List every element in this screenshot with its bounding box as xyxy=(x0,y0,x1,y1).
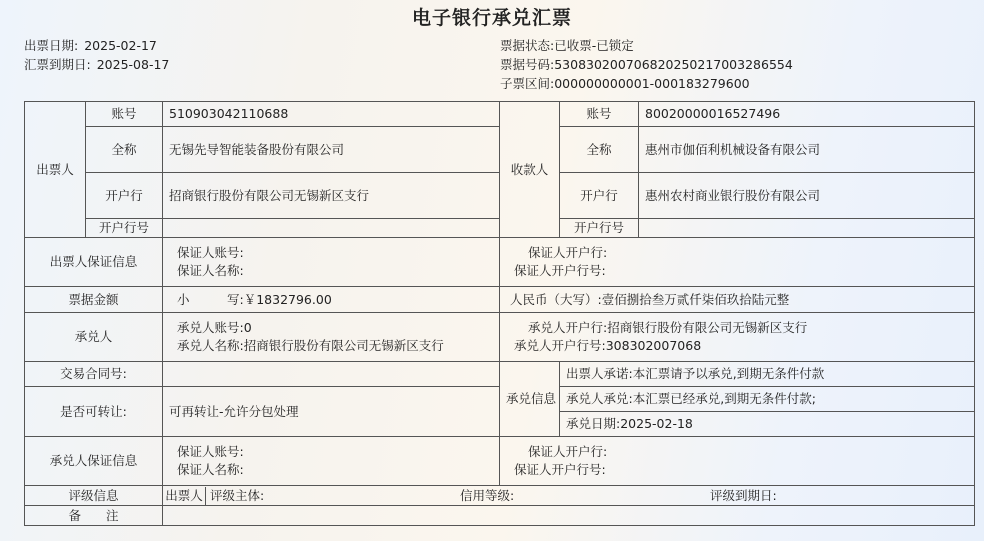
accept-date-cell xyxy=(560,412,975,437)
acceptor-promise-cell xyxy=(560,387,975,412)
acceptor-guarantee-label: 承兑人保证信息 xyxy=(25,437,163,486)
amount-small-label: 小 写: xyxy=(177,291,244,307)
drawer-bank-no-label: 开户行号 xyxy=(86,219,163,238)
payee-bank-no-value xyxy=(639,219,975,238)
sub-range-label: 子票区间: xyxy=(500,76,555,91)
due-date-label: 汇票到期日: xyxy=(24,57,91,72)
amount-big-cell xyxy=(500,287,975,313)
amount-row xyxy=(25,287,975,313)
acceptor-bank-no-label: 承兑人开户行号: xyxy=(514,338,606,353)
status-label: 票据状态: xyxy=(500,38,555,53)
contract-row xyxy=(25,362,975,387)
header-right xyxy=(500,36,793,93)
acceptor-row xyxy=(25,313,975,362)
acceptor-guarantor-account-label: 保证人账号: xyxy=(177,444,244,459)
drawer-bank-value: 招商银行股份有限公司无锡新区支行 xyxy=(163,173,500,219)
acceptor-bank-label: 承兑人开户行: xyxy=(528,320,608,335)
contract-value xyxy=(163,362,500,387)
acceptor-guarantee-row xyxy=(25,437,975,486)
acceptor-guarantee-left xyxy=(163,437,500,486)
amount-small-value: ￥1832796.00 xyxy=(243,291,332,307)
acceptor-name-value: 招商银行股份有限公司无锡新区支行 xyxy=(243,338,444,353)
acceptor-bank-no-line xyxy=(514,337,968,355)
drawer-section-label: 出票人 xyxy=(25,102,86,238)
rating-label: 评级信息 xyxy=(25,486,163,506)
bill-no-row xyxy=(500,55,793,74)
accept-date-label: 承兑日期: xyxy=(566,416,621,431)
bill-no-value: 530830200706820250217003286554 xyxy=(554,57,793,72)
payee-account-value: 80020000016527496 xyxy=(639,102,975,127)
payee-name-label: 全称 xyxy=(560,127,639,173)
acceptor-account-line xyxy=(177,319,493,337)
acceptor-guarantor-bank-label: 保证人开户行: xyxy=(528,444,608,459)
due-date-row xyxy=(24,55,169,74)
drawer-promise-label: 出票人承诺: xyxy=(566,366,633,381)
drawer-guarantee-label: 出票人保证信息 xyxy=(25,238,163,287)
acceptor-bank-value: 招商银行股份有限公司无锡新区支行 xyxy=(607,320,808,335)
drawer-guarantor-account-label: 保证人账号: xyxy=(177,245,244,260)
payee-bank-value: 惠州农村商业银行股份有限公司 xyxy=(639,173,975,219)
acceptor-account-value: 0 xyxy=(243,320,252,335)
acceptor-promise-label: 承兑人承兑: xyxy=(566,391,633,406)
acceptor-label: 承兑人 xyxy=(25,313,163,362)
acceptor-bank-no-value: 308302007068 xyxy=(605,338,702,353)
drawer-promise-value: 本汇票请予以承兑,到期无条件付款 xyxy=(632,366,825,381)
rating-party: 出票人 xyxy=(163,487,206,505)
contract-label: 交易合同号: xyxy=(25,362,163,387)
issue-date-row xyxy=(24,36,169,55)
sub-range-row xyxy=(500,74,793,93)
remarks-value xyxy=(163,506,975,526)
drawer-bank-label: 开户行 xyxy=(86,173,163,219)
drawer-guarantee-row xyxy=(25,238,975,287)
drawer-bank-no-value xyxy=(163,219,500,238)
acceptor-right xyxy=(500,313,975,362)
acceptor-guarantor-name-label: 保证人名称: xyxy=(177,462,244,477)
remarks-row xyxy=(25,506,975,526)
rating-row xyxy=(25,486,975,506)
drawer-name-label: 全称 xyxy=(86,127,163,173)
rating-cell xyxy=(163,486,975,506)
payee-bank-no-label: 开户行号 xyxy=(560,219,639,238)
status-value: 已收票-已锁定 xyxy=(554,38,634,53)
transfer-label: 是否可转让: xyxy=(25,387,163,437)
drawer-account-value: 510903042110688 xyxy=(163,102,500,127)
acceptor-name-line xyxy=(177,337,493,355)
header-left xyxy=(24,36,169,74)
payee-account-label: 账号 xyxy=(560,102,639,127)
acceptor-account-label: 承兑人账号: xyxy=(177,320,244,335)
acceptor-left xyxy=(163,313,500,362)
bill-title: 电子银行承兑汇票 xyxy=(411,7,572,29)
drawer-guarantee-left xyxy=(163,238,500,287)
acceptance-info-label: 承兑信息 xyxy=(500,362,560,437)
bill-no-label: 票据号码: xyxy=(500,57,555,72)
transfer-value: 可再转让-允许分包处理 xyxy=(163,387,500,437)
issue-date-label: 出票日期: xyxy=(24,38,79,53)
remarks-label: 备 注 xyxy=(25,506,163,526)
amount-label: 票据金额 xyxy=(25,287,163,313)
accept-date-value: 2025-02-18 xyxy=(620,416,693,431)
rating-expiry-label: 评级到期日: xyxy=(710,487,777,503)
due-date-value: 2025-08-17 xyxy=(96,57,170,72)
drawer-account-row xyxy=(25,102,975,127)
drawer-account-label: 账号 xyxy=(86,102,163,127)
amount-big-label: 人民币（大写）: xyxy=(510,291,602,307)
drawer-guarantor-name-label: 保证人名称: xyxy=(177,263,244,278)
acceptor-promise-value: 本汇票已经承兑,到期无条件付款; xyxy=(632,391,816,406)
drawer-guarantor-bank-label: 保证人开户行: xyxy=(528,245,608,260)
drawer-guarantee-right xyxy=(500,238,975,287)
drawer-guarantor-bank-no-label: 保证人开户行号: xyxy=(514,263,606,278)
amount-big-value: 壹佰捌拾叁万贰仟柒佰玖拾陆元整 xyxy=(601,291,790,307)
payee-section-label: 收款人 xyxy=(500,102,560,238)
drawer-promise-cell xyxy=(560,362,975,387)
drawer-name-value: 无锡先导智能装备股份有限公司 xyxy=(163,127,500,173)
acceptor-bank-line xyxy=(514,319,968,337)
acceptor-name-label: 承兑人名称: xyxy=(177,338,244,353)
status-row xyxy=(500,36,793,55)
payee-bank-label: 开户行 xyxy=(560,173,639,219)
bill-table xyxy=(24,101,975,526)
amount-small-cell xyxy=(163,287,500,313)
payee-name-value: 惠州市伽佰利机械设备有限公司 xyxy=(639,127,975,173)
issue-date-value: 2025-02-17 xyxy=(84,38,157,53)
sub-range-value: 000000000001-000183279600 xyxy=(554,76,750,91)
rating-credit-label: 信用等级: xyxy=(460,487,515,503)
acceptor-guarantee-right xyxy=(500,437,975,486)
rating-subject-label: 评级主体: xyxy=(210,487,265,503)
acceptor-guarantor-bank-no-label: 保证人开户行号: xyxy=(514,462,606,477)
